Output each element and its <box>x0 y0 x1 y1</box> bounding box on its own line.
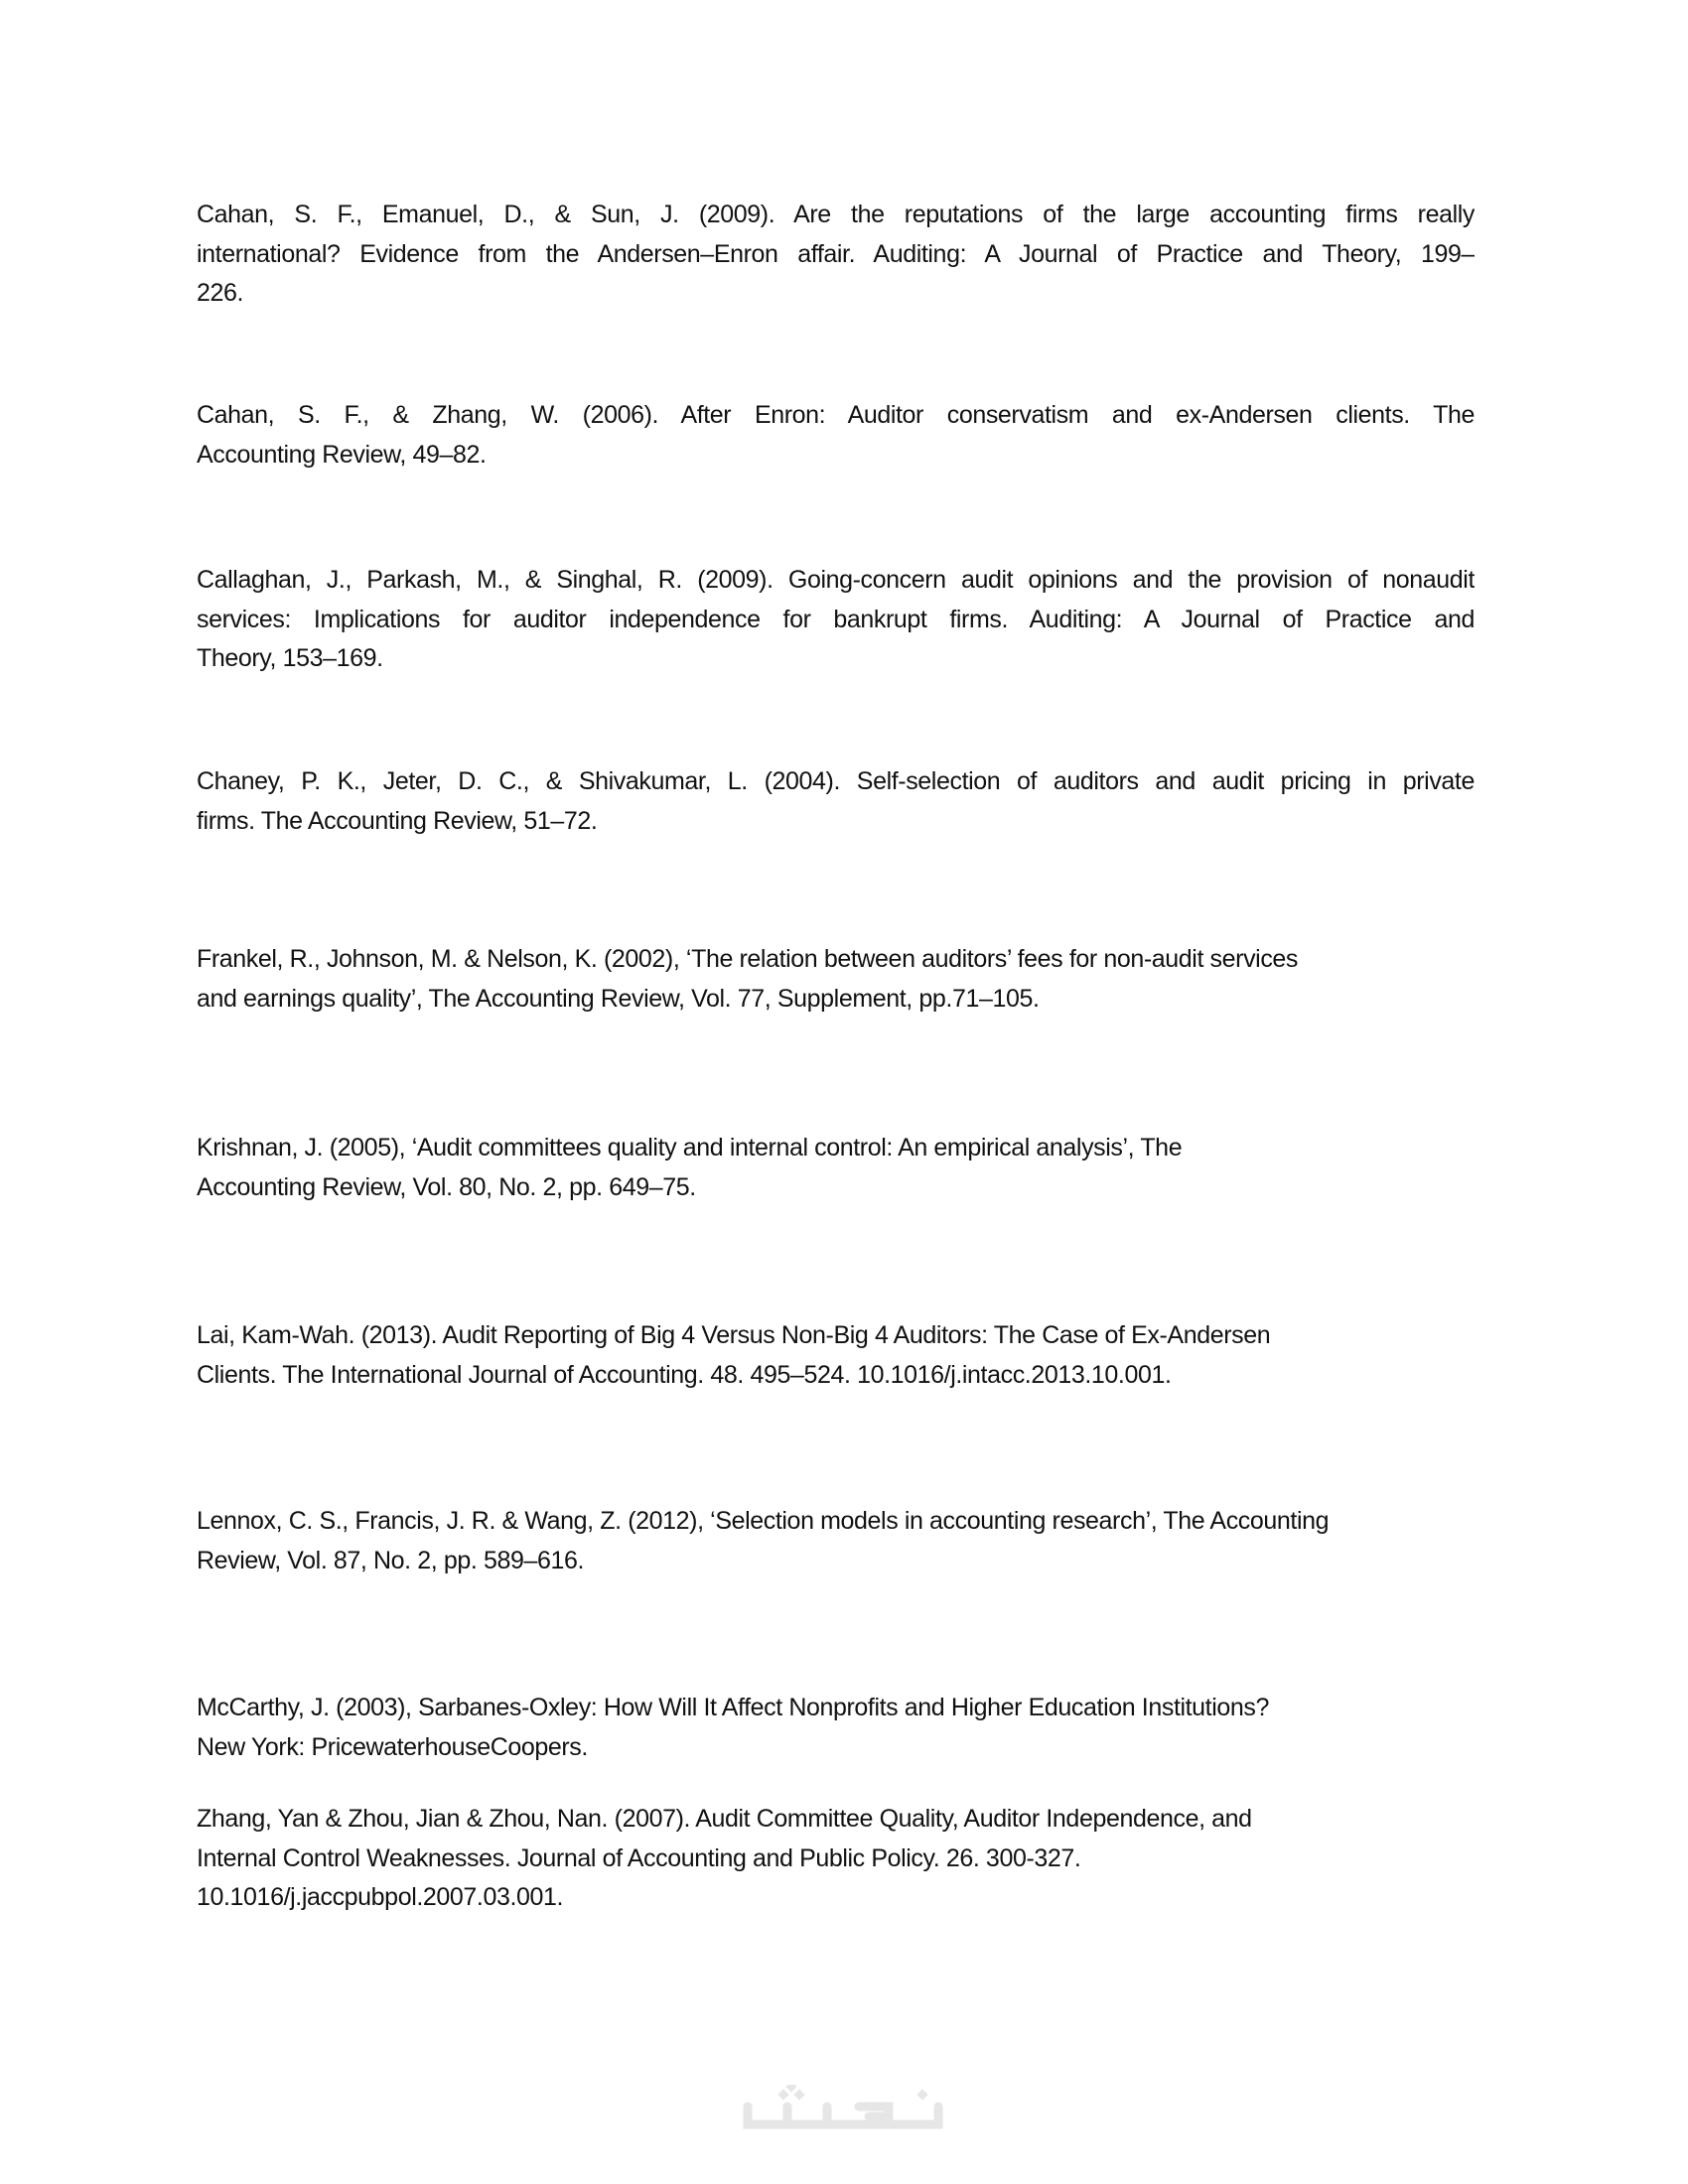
reference-line: Cahan, S. F., Emanuel, D., & Sun, J. (2009). Are the reputations of the large accounting firms really <box>197 201 1475 228</box>
reference-line: services: Implications for auditor independence for bankrupt firms. Auditing: A Journal of Practice and <box>197 605 1475 633</box>
reference-line: Accounting Review, 49–82. <box>197 440 487 469</box>
reference-line: Frankel, R., Johnson, M. & Nelson, K. (2002), ‘The relation between auditors’ fees for non-audit services <box>197 945 1299 973</box>
reference-entry <box>197 1800 1475 1918</box>
reference-line: and earnings quality’, The Accounting Review, Vol. 77, Supplement, pp.71–105. <box>197 984 1040 1013</box>
reference-entry <box>197 1316 1475 1395</box>
reference-line: 10.1016/j.jaccpubpol.2007.03.001. <box>197 1883 564 1912</box>
reference-line: Review, Vol. 87, No. 2, pp. 589–616. <box>197 1546 585 1574</box>
watermark-logo <box>740 2085 948 2144</box>
reference-entry <box>197 396 1475 475</box>
khamsat-logo-icon <box>740 2085 948 2144</box>
reference-line: Accounting Review, Vol. 80, No. 2, pp. 649–75. <box>197 1172 696 1201</box>
reference-line: Clients. The International Journal of Accounting. 48. 495–524. 10.1016/j.intacc.2013.10.001. <box>197 1360 1172 1389</box>
reference-line: Callaghan, J., Parkash, M., & Singhal, R. (2009). Going-concern audit opinions and the provision of nonaudit <box>197 566 1475 594</box>
reference-line: Lennox, C. S., Francis, J. R. & Wang, Z. (2012), ‘Selection models in accounting research’, The Accounting <box>197 1507 1330 1535</box>
reference-entry <box>197 762 1475 841</box>
reference-line: Cahan, S. F., & Zhang, W. (2006). After Enron: Auditor conservatism and ex-Andersen clients. The <box>197 401 1475 429</box>
reference-line: Krishnan, J. (2005), ‘Audit committees quality and internal control: An empirical analysis’, The <box>197 1134 1183 1161</box>
reference-entry <box>197 940 1475 1019</box>
reference-line: 226. <box>197 279 244 308</box>
reference-line: Internal Control Weaknesses. Journal of Accounting and Public Policy. 26. 300-327. <box>197 1843 1081 1872</box>
reference-line: Zhang, Yan & Zhou, Jian & Zhou, Nan. (2007). Audit Committee Quality, Auditor Independence, and <box>197 1805 1252 1833</box>
reference-line: Theory, 153–169. <box>197 644 383 673</box>
reference-entry <box>197 196 1475 314</box>
reference-entry <box>197 1129 1475 1207</box>
reference-line: New York: PricewaterhouseCoopers. <box>197 1732 588 1761</box>
reference-line: Chaney, P. K., Jeter, D. C., & Shivakumar, L. (2004). Self-selection of auditors and audit pricing in private <box>197 767 1475 795</box>
reference-line: Lai, Kam-Wah. (2013). Audit Reporting of Big 4 Versus Non-Big 4 Auditors: The Case of Ex-Andersen <box>197 1321 1271 1349</box>
reference-line: firms. The Accounting Review, 51–72. <box>197 806 598 835</box>
reference-entry <box>197 1689 1475 1767</box>
reference-line: international? Evidence from the Andersen–Enron affair. Auditing: A Journal of Practice and Theory, 199– <box>197 239 1475 268</box>
reference-entry <box>197 561 1475 679</box>
reference-entry <box>197 1502 1475 1580</box>
reference-line: McCarthy, J. (2003), Sarbanes-Oxley: How Will It Affect Nonprofits and Higher Education Institutions? <box>197 1694 1269 1721</box>
